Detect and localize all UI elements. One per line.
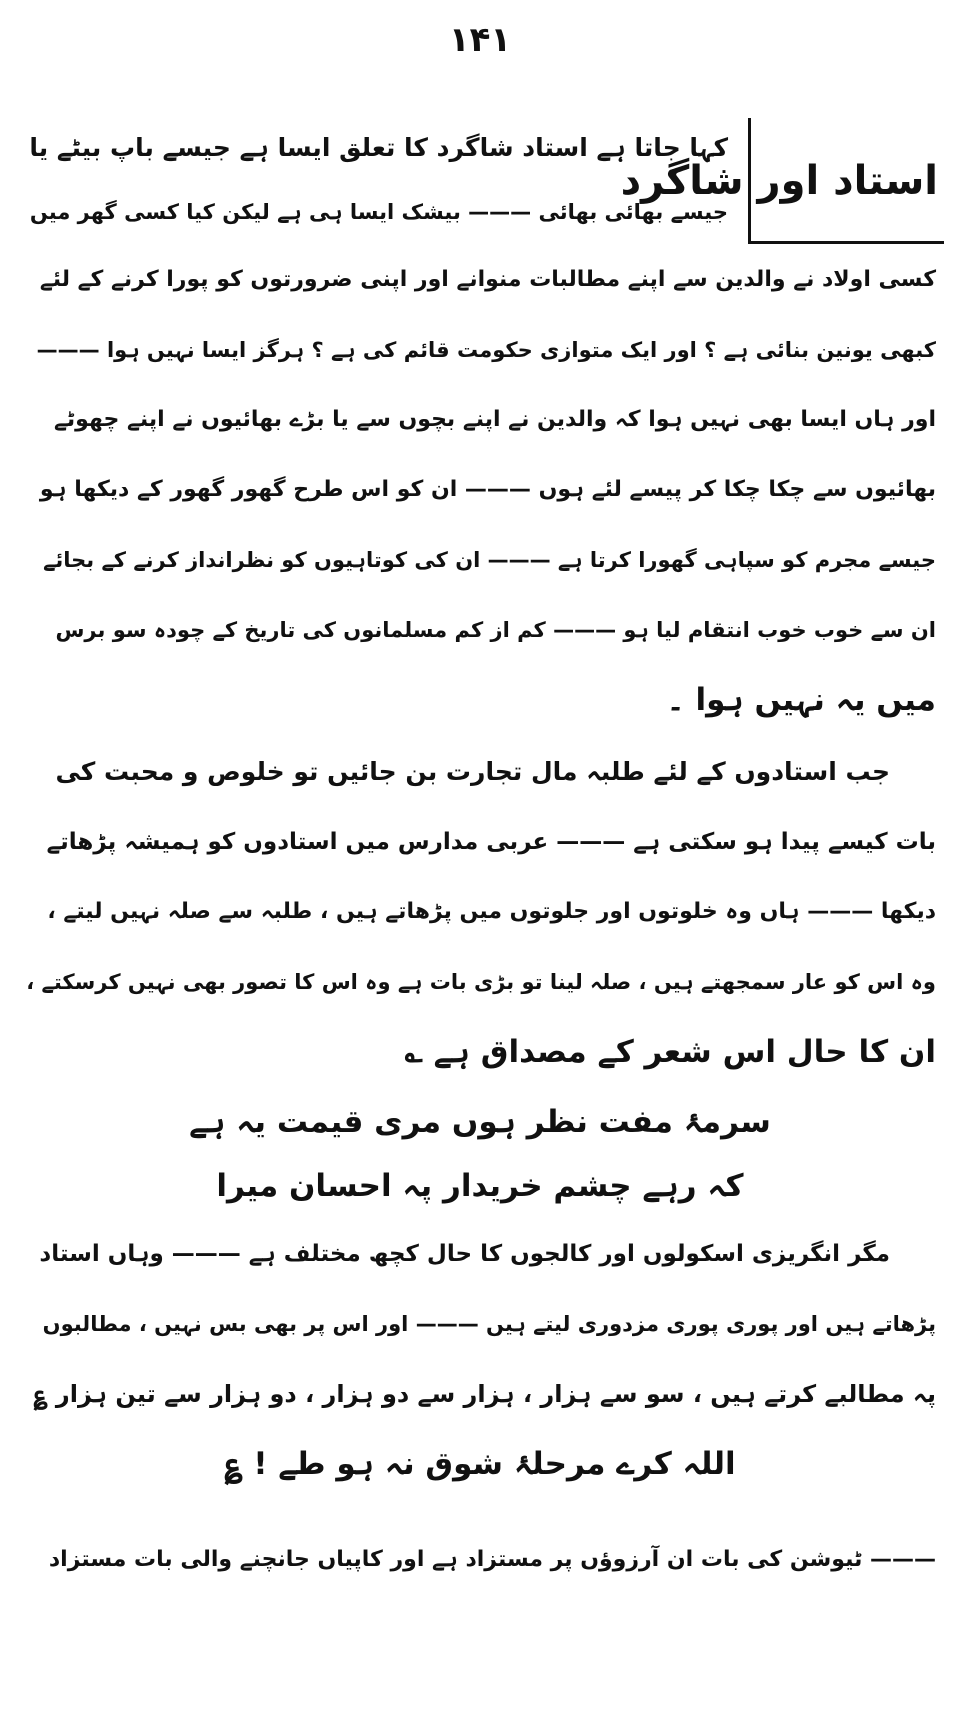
text-line-8: ان سے خوب خوب انتقام لیا ہو ——— کم از کم مسلمانوں کی تاریخ کے چودہ سو برس bbox=[55, 618, 936, 642]
section-heading-box bbox=[620, 118, 944, 244]
text-line-1: کہا جاتا ہے استاد شاگرد کا تعلق ایسا ہے جیسے باپ بیٹے یا bbox=[29, 133, 728, 162]
text-line-6: بھائیوں سے چکا چکا کر پیسے لئے ہوں ——— ان کو اس طرح گھور گھور کے دیکھا ہو bbox=[39, 477, 936, 502]
text-line-14: ان کا حال اس شعر کے مصداق ہے ؎ bbox=[404, 1034, 936, 1070]
text-line-2: جیسے بھائی بھائی ——— بیشک ایسا ہی ہے لیکن کیا کسی گھر میں bbox=[29, 200, 728, 224]
text-line-16: پڑھاتے ہیں اور پوری پوری مزدوری لیتے ہیں ——— اور اس پر بھی بس نہیں ، مطالبوں bbox=[42, 1312, 936, 1336]
couplet-line-2: کہ رہے چشم خریدار پہ احسان میرا bbox=[216, 1168, 744, 1204]
text-line-19: ——— ٹیوشن کی بات ان آرزوؤں پر مستزاد ہے اور کاپیاں جانچنے والی بات مستزاد bbox=[48, 1547, 936, 1572]
text-line-7: جیسے مجرم کو سپاہی گھورا کرتا ہے ——— ان کی کوتاہیوں کو نظرانداز کرنے کے بجائے bbox=[43, 548, 936, 572]
text-line-15: مگر انگریزی اسکولوں اور کالجوں کا حال کچھ مختلف ہے ——— وہاں استاد bbox=[39, 1241, 890, 1267]
section-heading: استاد اور شاگرد bbox=[620, 158, 938, 204]
text-line-17: پہ مطالبے کرتے ہیں ، سو سے ہزار ، ہزار سے دو ہزار ، دو ہزار سے تین ہزار ؏ bbox=[33, 1380, 936, 1408]
text-line-18: اللہ کرے مرحلۂ شوق نہ ہو طے ! ؏ bbox=[224, 1446, 736, 1482]
text-line-5: اور ہاں ایسا بھی نہیں ہوا کہ والدین نے اپنے بچوں سے یا بڑے بھائیوں نے اپنے چھوٹے bbox=[54, 407, 936, 432]
couplet-line-1: سرمۂ مفت نظر ہوں مری قیمت یہ ہے bbox=[189, 1104, 771, 1140]
page-number: ۱۴۱ bbox=[448, 20, 512, 60]
text-line-13: وہ اس کو عار سمجھتے ہیں ، صلہ لینا تو بڑی بات ہے وہ اس کا تصور بھی نہیں کرسکتے ، bbox=[26, 970, 936, 994]
text-line-10: جب استادوں کے لئے طلبہ مال تجارت بن جائیں تو خلوص و محبت کی bbox=[55, 757, 890, 786]
text-line-3: کسی اولاد نے والدین سے اپنے مطالبات منوانے اور اپنی ضرورتوں کو پورا کرنے کے لئے bbox=[39, 267, 936, 292]
text-line-4: کبھی یونین بنائی ہے ؟ اور ایک متوازی حکومت قائم کی ہے ؟ ہرگز ایسا نہیں ہوا ——— bbox=[36, 338, 936, 362]
text-line-11: بات کیسے پیدا ہو سکتی ہے ——— عربی مدارس میں استادوں کو ہمیشہ پڑھاتے bbox=[46, 829, 936, 855]
text-line-9: میں یہ نہیں ہوا ۔ bbox=[666, 682, 936, 718]
text-line-12: دیکھا ——— ہاں وہ خلوتوں اور جلوتوں میں پڑھاتے ہیں ، طلبہ سے صلہ نہیں لیتے ، bbox=[47, 899, 936, 924]
